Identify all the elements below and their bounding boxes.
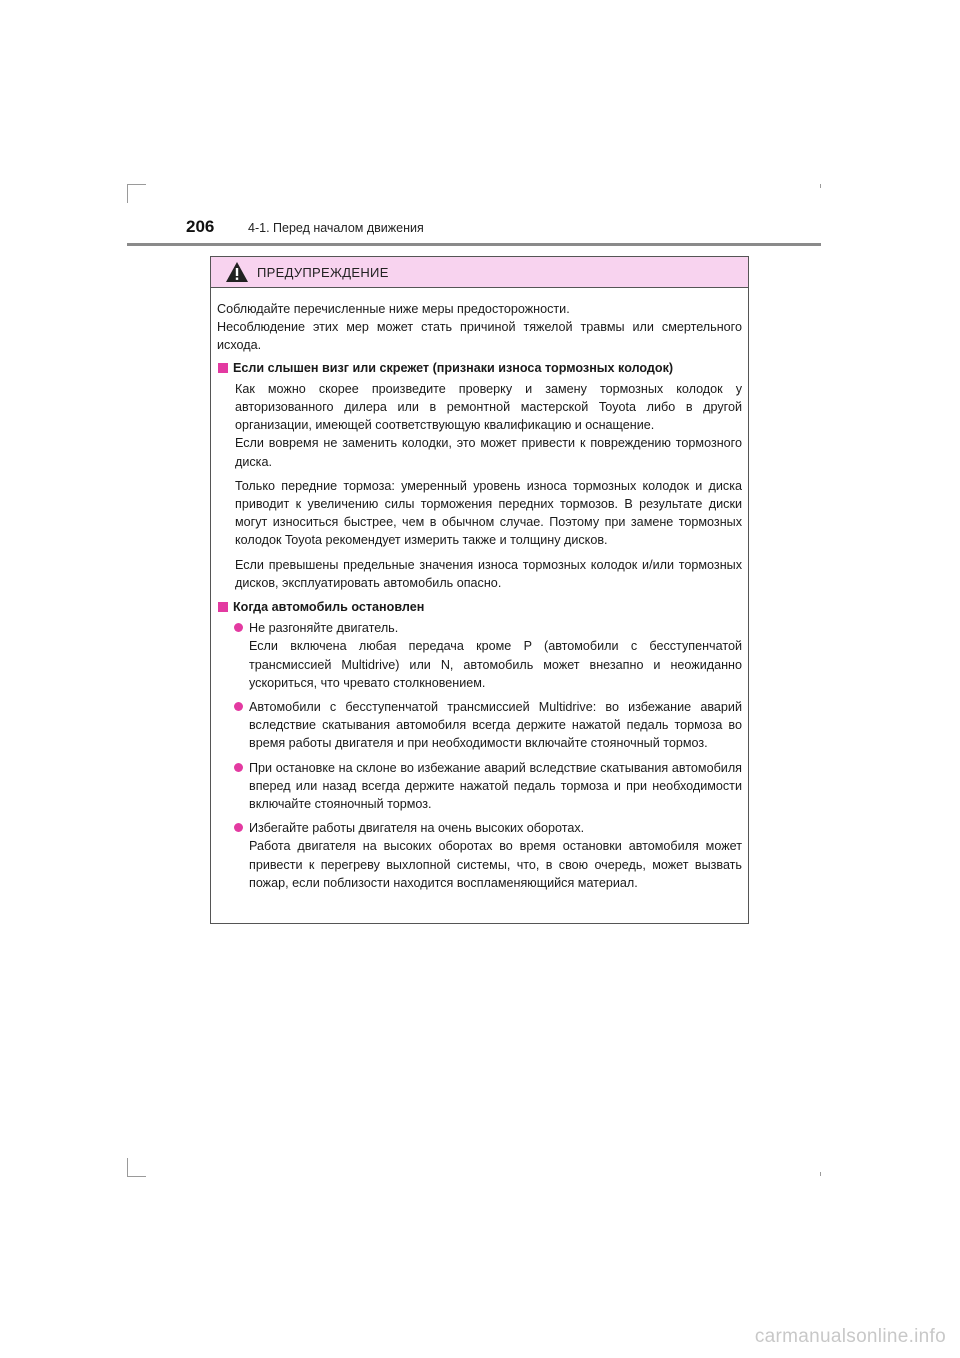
page-number: 206: [186, 217, 215, 236]
crop-mark-top-left-horizontal: [127, 184, 146, 185]
paragraph: Если вовремя не заменить колодки, это может привести к повреждению тормозного диска.: [235, 436, 742, 469]
watermark: carmanualsonline.info: [754, 1326, 946, 1347]
list-item: [217, 698, 742, 753]
bullet-text: Работа двигателя на высоких оборотах во время остановки автомобиля может привести к перегреву выхлопной системы, что, в свою очередь, может вызвать пожар, если поблизости находится воспламеняющийся материал.: [249, 839, 742, 890]
header-rule: [127, 243, 821, 246]
circle-bullet-icon: [234, 823, 243, 832]
list-item: [217, 819, 742, 892]
square-bullet-icon: [218, 602, 228, 612]
paragraph: Как можно скорее произведите проверку и замену тормозных колодок у авторизованного дилера или в ремонтной мастерской Toyota либо в другой организации, имеющей соответствующую квалификацию и оснащение.: [235, 381, 742, 433]
crop-mark-bottom-left-horizontal: [127, 1176, 146, 1177]
crop-mark-top-right: [820, 184, 821, 188]
crop-mark-bottom-left-vertical: [127, 1158, 128, 1177]
paragraph: Если превышены предельные значения износа тормозных колодок и/или тормозных дисков, эксплуатировать автомобиль опасно.: [235, 557, 742, 590]
section-heading-brake-noise: [217, 359, 742, 377]
warning-title: ПРЕДУПРЕЖДЕНИЕ: [257, 264, 389, 280]
list-item: [217, 619, 742, 692]
circle-bullet-icon: [234, 763, 243, 772]
warning-body: [211, 288, 748, 892]
bullet-text: При остановке на склоне во избежание аварий вследствие скатывания автомобиля вперед или назад всегда держите нажатой педаль тормоза и при необходимости включайте стояночный тормоз.: [249, 760, 742, 812]
bullet-text: Если включена любая передача кроме P (автомобили с бесступенчатой трансмиссией Multidrive) или N, автомобиль может внезапно и неожиданно ускориться, что чревато столкновением.: [249, 639, 742, 690]
crop-mark-top-left-vertical: [127, 184, 128, 203]
circle-bullet-icon: [234, 623, 243, 632]
warning-triangle-icon: [225, 261, 249, 283]
square-bullet-icon: [218, 363, 228, 373]
list-item: [217, 759, 742, 814]
crop-mark-bottom-right: [820, 1172, 821, 1176]
bullet-lead: Не разгоняйте двигатель.: [249, 621, 399, 636]
section-heading-text: Если слышен визг или скрежет (признаки износа тормозных колодок): [233, 360, 674, 375]
bullet-text: Автомобили с бесступенчатой трансмиссией Multidrive: во избежание аварий вследствие скатывания автомобиля всегда держите нажатой педаль тормоза во время работы двигателя и при необходимости включайте стояночный тормоз.: [249, 700, 742, 751]
section-title: 4-1. Перед началом движения: [248, 221, 424, 235]
warning-box: [210, 256, 749, 924]
section-brake-noise-content: [217, 380, 742, 592]
bullet-lead: Избегайте работы двигателя на очень высоких оборотах.: [249, 821, 585, 836]
paragraph: Только передние тормоза: умеренный уровень износа тормозных колодок и диска приводит к увеличению силы торможения передних тормозов. В результате диски могут износиться быстрее, чем в обычном случае. Поэтому при замене тормозных колодок Toyota рекомендует измерить также и толщину дисков.: [235, 478, 742, 548]
warning-intro: Соблюдайте перечисленные ниже меры предосторожности.: [217, 302, 570, 316]
warning-intro-consequence: Несоблюдение этих мер может стать причиной тяжелой травмы или смертельного исхода.: [217, 320, 742, 353]
section-heading-text: Когда автомобиль остановлен: [233, 600, 425, 615]
section-heading-vehicle-stopped: [217, 598, 742, 616]
warning-header: [211, 257, 748, 288]
circle-bullet-icon: [234, 702, 243, 711]
